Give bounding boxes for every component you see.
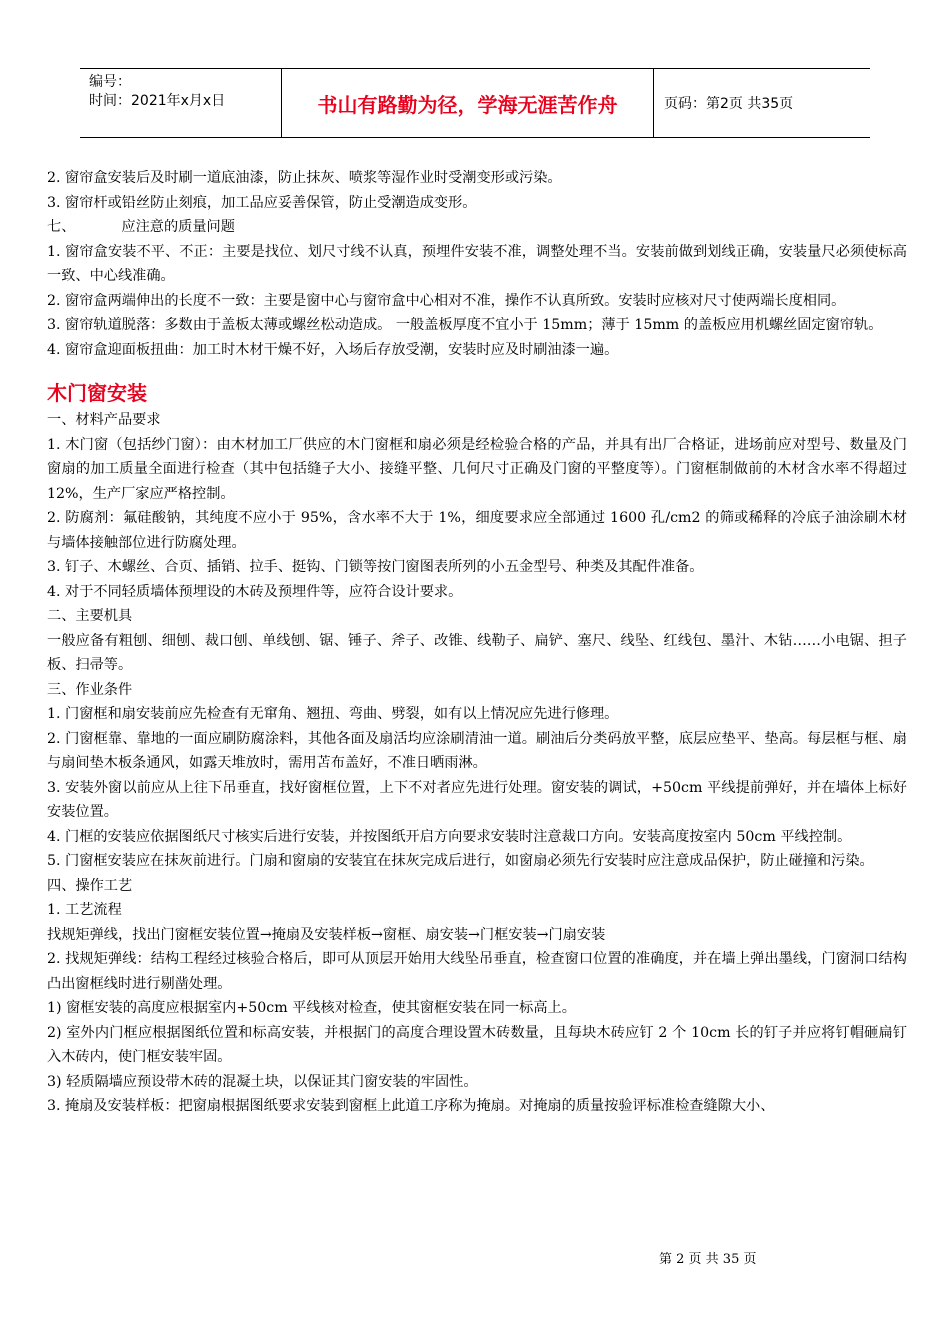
paragraph: 1. 窗帘盒安装不平、不正：主要是找位、划尺寸线不认真，预埋件安装不准，调整处理不当。安装前做到划线正确，安装量尺必须使标高一致、中心线准确。 (47, 243, 907, 284)
header-motto: 书山有路勤为径，学海无涯苦作舟 (282, 69, 654, 137)
paragraph: 2. 门窗框靠、靠地的一面应刷防腐涂料，其他各面及扇活均应涂刷清油一道。刷油后分类码放平整，底层应垫平、垫高。每层框与框、扇与扇间垫木板条通风，如露天堆放时，需用苫布盖好，不准日晒雨淋。 (47, 730, 907, 771)
main-title: 木门窗安装 (47, 381, 147, 405)
paragraph: 4. 对于不同轻质墙体预埋设的木砖及预埋件等，应符合设计要求。 (47, 583, 463, 600)
paragraph: 2. 防腐剂：氟硅酸钠，其纯度不应小于 95%，含水率不大于 1%，细度要求应全部通过 1600 孔/cm2 的筛或稀释的冷底子油涂刷木材与墙体接触部位进行防腐处理。 (47, 510, 907, 551)
header-meta (80, 69, 282, 137)
paragraph: 3) 轻质隔墙应预设带木砖的混凝土块，以保证其门窗安装的牢固性。 (47, 1073, 478, 1090)
paragraph: 5. 门窗框安装应在抹灰前进行。门扇和窗扇的安装宜在抹灰完成后进行，如窗扇必须先行安装时应注意成品保护，防止碰撞和污染。 (47, 853, 874, 869)
paragraph: 2. 窗帘盒安装后及时刷一道底油漆，防止抹灰、喷浆等湿作业时受潮变形或污染。 (47, 170, 562, 186)
paragraph: 3. 钉子、木螺丝、合页、插销、拉手、挺钩、门锁等按门窗图表所列的小五金型号、种类及其配件准备。 (47, 559, 704, 575)
section-heading-text: 应注意的质量问题 (121, 219, 235, 235)
header-page-info: 页码：第2页 共35页 (664, 96, 794, 112)
paragraph: 4. 窗帘盒迎面板扭曲：加工时木材干燥不好，入场后存放受潮，安装时应及时刷油漆一遍。 (47, 341, 619, 358)
page-footer: 第 2 页 共 35 页 (659, 1252, 757, 1267)
section-heading: 三、作业条件 (47, 681, 133, 698)
paragraph: 3. 窗帘杆或铅丝防止刻痕，加工品应妥善保管，防止受潮造成变形。 (47, 194, 477, 211)
section-heading: 二、主要机具 (47, 608, 133, 624)
section-heading: 一、材料产品要求 (47, 412, 161, 428)
page-header (80, 68, 870, 138)
paragraph: 一般应备有粗刨、细刨、裁口刨、单线刨、锯、锤子、斧子、改锥、线勒子、扁铲、塞尺、线坠、红线包、墨汁、木钻……小电锯、担子板、扫帚等。 (47, 632, 907, 673)
section-number: 七、 (47, 219, 76, 235)
section-heading (47, 215, 907, 240)
paragraph: 1) 窗框安装的高度应根据室内+50cm 平线核对检查，使其窗框安装在同一标高上。 (47, 1000, 576, 1016)
serial-label: 编号： (89, 74, 131, 90)
section-heading: 四、操作工艺 (47, 877, 133, 894)
paragraph: 1. 门窗框和扇安装前应先检查有无窜角、翘扭、弯曲、劈裂，如有以上情况应先进行修理。 (47, 706, 619, 722)
paragraph: 4. 门框的安装应依据图纸尺寸核实后进行安装，并按图纸开启方向要求安装时注意裁口方向。安装高度按室内 50cm 平线控制。 (47, 828, 852, 845)
paragraph: 2. 窗帘盒两端伸出的长度不一致：主要是窗中心与窗帘盒中心相对不准，操作不认真所致。安装时应核对尺寸使两端长度相同。 (47, 292, 846, 309)
paragraph: 2. 找规矩弹线：结构工程经过核验合格后，即可从顶层开始用大线坠吊垂直，检查窗口位置的准确度，并在墙上弹出墨线，门窗洞口结构凸出窗框线时进行剔凿处理。 (47, 951, 907, 992)
paragraph: 1. 木门窗（包括纱门窗）：由木材加工厂供应的木门窗框和扇必须是经检验合格的产品，并具有出厂合格证，进场前应对型号、数量及门窗扇的加工质量全面进行检查（其中包括缝子大小、接缝平整、几何尺寸正确及门窗的平整度等）。门窗框制做前的木材含水率不得超过 12%，生产厂家应严格控制。 (47, 436, 907, 502)
paragraph: 3. 安装外窗以前应从上往下吊垂直，找好窗框位置，上下不对者应先进行处理。窗安装的调试，+50cm 平线提前弹好，并在墙体上标好安装位置。 (47, 779, 907, 820)
document-body (47, 166, 907, 1119)
date-line: 时间：2021年x月x日 (89, 93, 226, 109)
paragraph: 2) 室外内门框应根据图纸位置和标高安装，并根据门的高度合理设置木砖数量，且每块木砖应钉 2 个 10cm 长的钉子并应将钉帽砸扁钉入木砖内，使门框安装牢固。 (47, 1024, 907, 1065)
paragraph: 找规矩弹线，找出门窗框安装位置→掩扇及安装样板→窗框、扇安装→门框安装→门扇安装 (47, 926, 606, 943)
paragraph: 3. 窗帘轨道脱落：多数由于盖板太薄或螺丝松动造成。 一般盖板厚度不宜小于 15mm；薄于 15mm 的盖板应用机螺丝固定窗帘轨。 (47, 317, 883, 333)
paragraph: 1. 工艺流程 (47, 902, 122, 918)
paragraph: 3. 掩扇及安装样板：把窗扇根据图纸要求安装到窗框上此道工序称为掩扇。对掩扇的质量按验评标准检查缝隙大小、 (47, 1098, 775, 1114)
